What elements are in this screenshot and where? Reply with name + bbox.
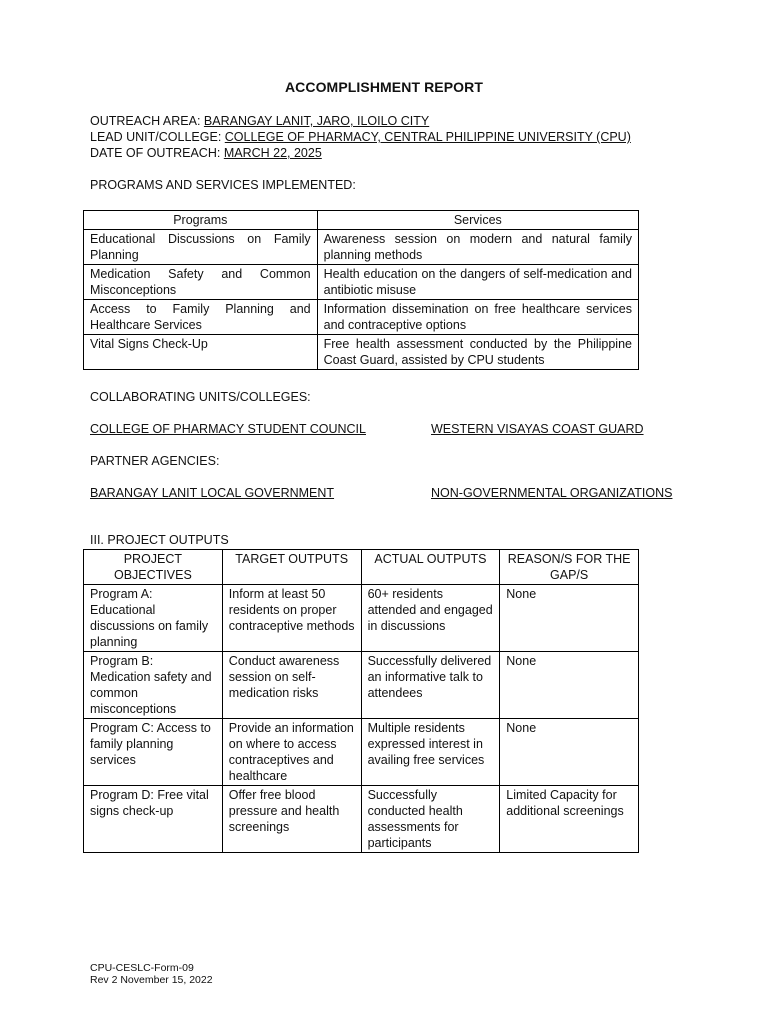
gap-cell: None — [500, 719, 639, 786]
objective-cell: Program B: Medication safety and common misconceptions — [84, 652, 223, 719]
program-cell: Medication Safety and Common Misconceptions — [84, 265, 318, 300]
outputs-table — [83, 549, 639, 853]
programs-table — [83, 210, 639, 370]
table-row — [84, 300, 639, 335]
gap-cell: Limited Capacity for additional screenings — [500, 786, 639, 853]
collaborating-heading: COLLABORATING UNITS/COLLEGES: — [90, 390, 311, 404]
table-row — [84, 786, 639, 853]
program-cell: Vital Signs Check-Up — [84, 335, 318, 370]
outreach-area-line — [90, 114, 429, 128]
table-header-row — [84, 550, 639, 585]
table-header-row — [84, 211, 639, 230]
table-row — [84, 719, 639, 786]
target-cell: Conduct awareness session on self-medication risks — [222, 652, 361, 719]
outreach-area-value: BARANGAY LANIT, JARO, ILOILO CITY — [203, 114, 430, 128]
partners-right: NON-GOVERNMENTAL ORGANIZATIONS — [431, 486, 673, 500]
gap-cell: None — [500, 652, 639, 719]
program-cell: Educational Discussions on Family Planning — [84, 230, 318, 265]
objective-cell: Program C: Access to family planning services — [84, 719, 223, 786]
target-cell: Provide an information on where to access contraceptives and healthcare — [222, 719, 361, 786]
footer-form-code: CPU-CESLC-Form-09 — [90, 962, 194, 974]
gap-cell: None — [500, 585, 639, 652]
service-cell: Awareness session on modern and natural family planning methods — [317, 230, 638, 265]
column-header: Services — [317, 211, 638, 230]
column-header: TARGET OUTPUTS — [222, 550, 361, 585]
date-label: DATE OF OUTREACH: — [90, 146, 224, 160]
table-row — [84, 585, 639, 652]
lead-unit-value: COLLEGE OF PHARMACY, CENTRAL PHILIPPINE UNIVERSITY (CPU) — [224, 130, 631, 144]
target-cell: Offer free blood pressure and health screenings — [222, 786, 361, 853]
programs-heading: PROGRAMS AND SERVICES IMPLEMENTED: — [90, 178, 356, 192]
date-line — [90, 146, 322, 160]
column-header: REASON/S FOR THE GAP/S — [500, 550, 639, 585]
objective-cell: Program D: Free vital signs check-up — [84, 786, 223, 853]
service-cell: Information dissemination on free healthcare services and contraceptive options — [317, 300, 638, 335]
partners-heading: PARTNER AGENCIES: — [90, 454, 220, 468]
table-row — [84, 335, 639, 370]
column-header: ACTUAL OUTPUTS — [361, 550, 500, 585]
program-cell: Access to Family Planning and Healthcare Services — [84, 300, 318, 335]
table-row — [84, 652, 639, 719]
target-cell: Inform at least 50 residents on proper contraceptive methods — [222, 585, 361, 652]
collaborating-right: WESTERN VISAYAS COAST GUARD — [431, 422, 644, 436]
page-title: ACCOMPLISHMENT REPORT — [284, 79, 484, 95]
lead-unit-label: LEAD UNIT/COLLEGE: — [90, 130, 225, 144]
objective-cell: Program A: Educational discussions on family planning — [84, 585, 223, 652]
actual-cell: Successfully conducted health assessments for participants — [361, 786, 500, 853]
footer-revision: Rev 2 November 15, 2022 — [90, 974, 213, 986]
date-value: MARCH 22, 2025 — [223, 146, 322, 160]
outputs-heading: III. PROJECT OUTPUTS — [90, 533, 229, 547]
actual-cell: Successfully delivered an informative talk to attendees — [361, 652, 500, 719]
table-row — [84, 230, 639, 265]
outreach-area-label: OUTREACH AREA: — [90, 114, 204, 128]
table-row — [84, 265, 639, 300]
lead-unit-line — [90, 130, 631, 144]
actual-cell: Multiple residents expressed interest in availing free services — [361, 719, 500, 786]
column-header: PROJECT OBJECTIVES — [84, 550, 223, 585]
column-header: Programs — [84, 211, 318, 230]
service-cell: Health education on the dangers of self-medication and antibiotic misuse — [317, 265, 638, 300]
collaborating-left: COLLEGE OF PHARMACY STUDENT COUNCIL — [90, 422, 366, 436]
service-cell: Free health assessment conducted by the Philippine Coast Guard, assisted by CPU students — [317, 335, 638, 370]
partners-left: BARANGAY LANIT LOCAL GOVERNMENT — [90, 486, 335, 500]
actual-cell: 60+ residents attended and engaged in discussions — [361, 585, 500, 652]
